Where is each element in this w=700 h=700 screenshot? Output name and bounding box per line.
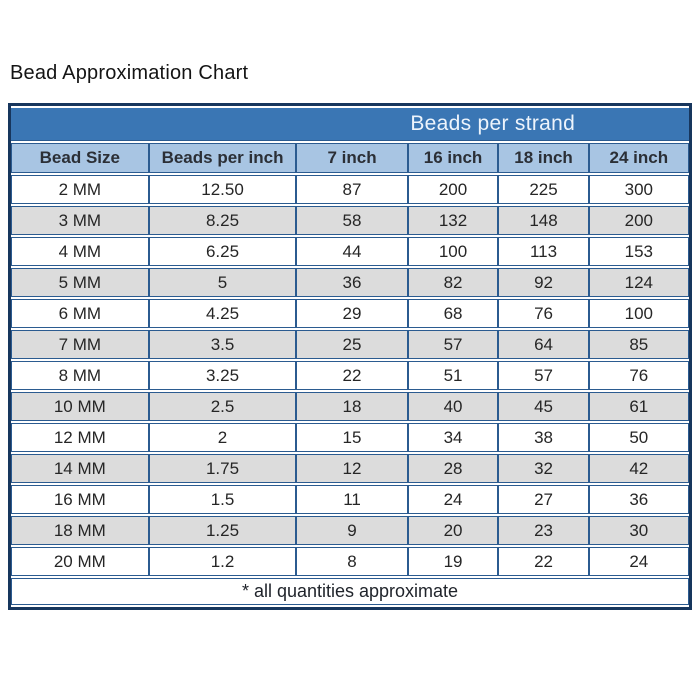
bead-size-cell: 18 MM bbox=[11, 516, 149, 545]
value-cell: 45 bbox=[498, 392, 588, 421]
value-cell: 30 bbox=[589, 516, 689, 545]
value-cell: 40 bbox=[408, 392, 499, 421]
value-cell: 1.5 bbox=[149, 485, 297, 514]
value-cell: 1.25 bbox=[149, 516, 297, 545]
value-cell: 1.2 bbox=[149, 547, 297, 576]
value-cell: 12.50 bbox=[149, 175, 297, 204]
table-row bbox=[11, 516, 689, 545]
table-row bbox=[11, 330, 689, 359]
bead-size-cell: 2 MM bbox=[11, 175, 149, 204]
value-cell: 57 bbox=[408, 330, 499, 359]
value-cell: 124 bbox=[589, 268, 689, 297]
bead-size-cell: 6 MM bbox=[11, 299, 149, 328]
value-cell: 36 bbox=[296, 268, 407, 297]
footnote-cell: * all quantities approximate bbox=[11, 578, 689, 605]
value-cell: 29 bbox=[296, 299, 407, 328]
table-row bbox=[11, 547, 689, 576]
value-cell: 87 bbox=[296, 175, 407, 204]
value-cell: 44 bbox=[296, 237, 407, 266]
bead-size-cell: 4 MM bbox=[11, 237, 149, 266]
table-row bbox=[11, 268, 689, 297]
bead-size-cell: 5 MM bbox=[11, 268, 149, 297]
value-cell: 22 bbox=[498, 547, 588, 576]
value-cell: 36 bbox=[589, 485, 689, 514]
page-title: Bead Approximation Chart bbox=[10, 62, 249, 84]
value-cell: 18 bbox=[296, 392, 407, 421]
bead-size-cell: 10 MM bbox=[11, 392, 149, 421]
value-cell: 3.25 bbox=[149, 361, 297, 390]
table-row bbox=[11, 454, 689, 483]
column-header-row bbox=[11, 143, 689, 173]
value-cell: 27 bbox=[498, 485, 588, 514]
value-cell: 9 bbox=[296, 516, 407, 545]
value-cell: 4.25 bbox=[149, 299, 297, 328]
column-header-5: 24 inch bbox=[589, 143, 689, 173]
bead-size-cell: 7 MM bbox=[11, 330, 149, 359]
value-cell: 25 bbox=[296, 330, 407, 359]
value-cell: 85 bbox=[589, 330, 689, 359]
strand-header-row bbox=[11, 108, 689, 141]
value-cell: 24 bbox=[408, 485, 499, 514]
table-body bbox=[11, 175, 689, 576]
bead-size-cell: 14 MM bbox=[11, 454, 149, 483]
value-cell: 3.5 bbox=[149, 330, 297, 359]
table-row bbox=[11, 237, 689, 266]
value-cell: 5 bbox=[149, 268, 297, 297]
table-row bbox=[11, 175, 689, 204]
value-cell: 148 bbox=[498, 206, 588, 235]
column-header-3: 16 inch bbox=[408, 143, 499, 173]
table-row bbox=[11, 206, 689, 235]
value-cell: 225 bbox=[498, 175, 588, 204]
value-cell: 42 bbox=[589, 454, 689, 483]
value-cell: 64 bbox=[498, 330, 588, 359]
bead-size-cell: 12 MM bbox=[11, 423, 149, 452]
table-row bbox=[11, 299, 689, 328]
bead-approximation-table bbox=[8, 103, 692, 610]
value-cell: 32 bbox=[498, 454, 588, 483]
value-cell: 61 bbox=[589, 392, 689, 421]
value-cell: 153 bbox=[589, 237, 689, 266]
column-header-2: 7 inch bbox=[296, 143, 407, 173]
value-cell: 200 bbox=[589, 206, 689, 235]
value-cell: 28 bbox=[408, 454, 499, 483]
value-cell: 12 bbox=[296, 454, 407, 483]
value-cell: 92 bbox=[498, 268, 588, 297]
value-cell: 132 bbox=[408, 206, 499, 235]
table-row bbox=[11, 392, 689, 421]
value-cell: 2.5 bbox=[149, 392, 297, 421]
value-cell: 20 bbox=[408, 516, 499, 545]
table-row bbox=[11, 361, 689, 390]
value-cell: 76 bbox=[498, 299, 588, 328]
value-cell: 22 bbox=[296, 361, 407, 390]
bead-size-cell: 8 MM bbox=[11, 361, 149, 390]
bead-size-cell: 3 MM bbox=[11, 206, 149, 235]
value-cell: 68 bbox=[408, 299, 499, 328]
table-row bbox=[11, 485, 689, 514]
value-cell: 76 bbox=[589, 361, 689, 390]
value-cell: 34 bbox=[408, 423, 499, 452]
value-cell: 23 bbox=[498, 516, 588, 545]
column-header-1: Beads per inch bbox=[149, 143, 297, 173]
strand-header-label: Beads per strand bbox=[296, 108, 689, 141]
table-row bbox=[11, 423, 689, 452]
column-header-0: Bead Size bbox=[11, 143, 149, 173]
bead-table bbox=[8, 103, 692, 610]
value-cell: 11 bbox=[296, 485, 407, 514]
column-header-4: 18 inch bbox=[498, 143, 588, 173]
value-cell: 8 bbox=[296, 547, 407, 576]
value-cell: 100 bbox=[589, 299, 689, 328]
bead-size-cell: 20 MM bbox=[11, 547, 149, 576]
bead-size-cell: 16 MM bbox=[11, 485, 149, 514]
value-cell: 2 bbox=[149, 423, 297, 452]
footnote-row bbox=[11, 578, 689, 605]
value-cell: 58 bbox=[296, 206, 407, 235]
value-cell: 300 bbox=[589, 175, 689, 204]
value-cell: 19 bbox=[408, 547, 499, 576]
value-cell: 24 bbox=[589, 547, 689, 576]
value-cell: 113 bbox=[498, 237, 588, 266]
value-cell: 6.25 bbox=[149, 237, 297, 266]
value-cell: 57 bbox=[498, 361, 588, 390]
value-cell: 15 bbox=[296, 423, 407, 452]
value-cell: 200 bbox=[408, 175, 499, 204]
strand-header-spacer bbox=[11, 108, 296, 141]
value-cell: 50 bbox=[589, 423, 689, 452]
value-cell: 8.25 bbox=[149, 206, 297, 235]
value-cell: 38 bbox=[498, 423, 588, 452]
value-cell: 100 bbox=[408, 237, 499, 266]
value-cell: 51 bbox=[408, 361, 499, 390]
value-cell: 1.75 bbox=[149, 454, 297, 483]
value-cell: 82 bbox=[408, 268, 499, 297]
